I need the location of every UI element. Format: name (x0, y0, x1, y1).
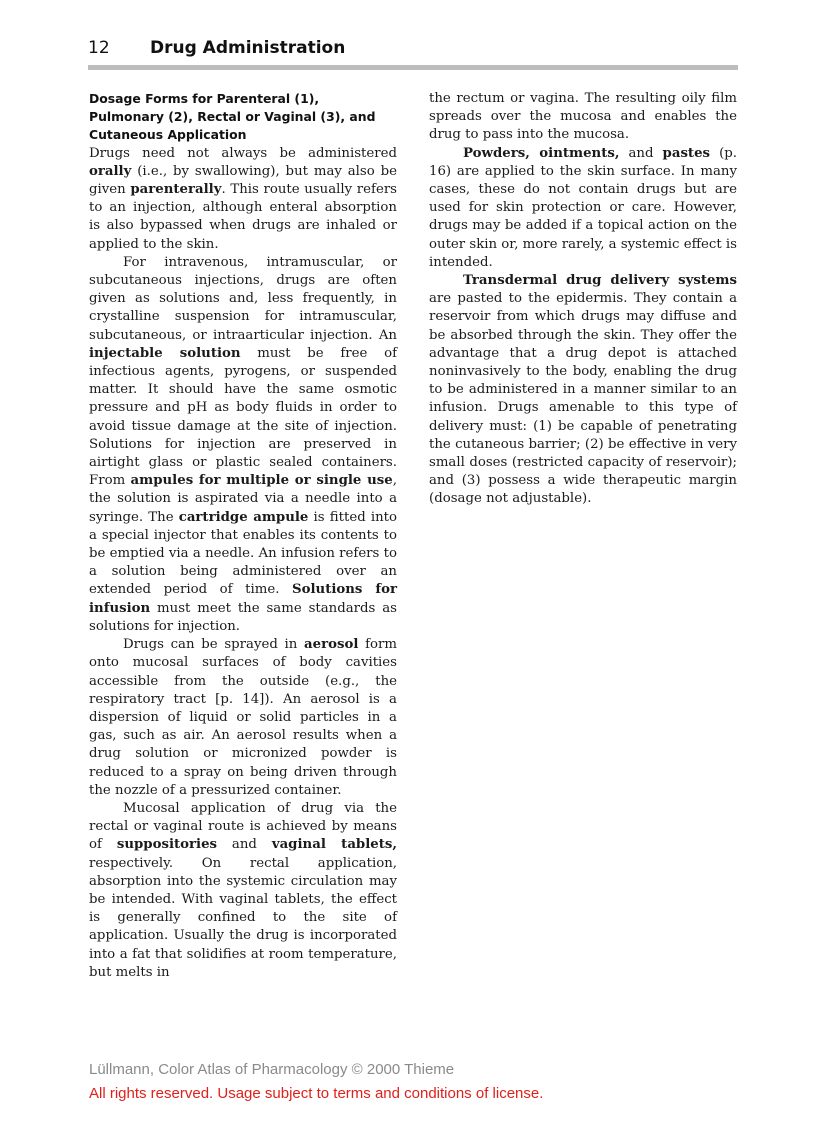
paragraph-continuation (429, 90, 737, 145)
running-title: Drug Administration (150, 38, 346, 58)
text-span: must be free of infectious agents, pyrogens, or suspended matter. It should have the same osmotic pressure and pH as body fluids in order to avoid tissue damage at the site of injection. Solutions for injection are preserved in airtight glass or plastic sealed containers. From (89, 345, 397, 489)
text-span: Drugs need not always be administered (89, 145, 397, 161)
term-solutions-for-infusion: Solutions for infusion (89, 582, 397, 616)
text-span: are pasted to the epidermis. They contain a reservoir from which drugs may diffuse and be absorbed through the skin. They offer the advantage that a drug depot is attached noninvasively to the body, enabling the drug to be administered in a manner similar to an infusion. Drugs amenable to this type of delivery must: (1) be capable of penetrating the cutaneous barrier; (2) be effective in very small doses (restricted capacity of reservoir); and (3) possess a wide therapeutic margin (dosage not adjustable). (429, 291, 737, 507)
text-span: For intravenous, intramuscular, or subcutaneous injections, drugs are often given as solutions and, less frequently, in crystalline suspension for intramuscular, subcutaneous, or intraarticular injection. An (89, 254, 397, 343)
paragraph-injections (89, 254, 397, 636)
section-heading: Dosage Forms for Parenteral (1), Pulmonary (2), Rectal or Vaginal (3), and Cutaneous Application (89, 91, 376, 143)
term-parenterally: parenterally (130, 182, 222, 198)
text-span: is fitted into a special injector that enables its contents to be emptied via a needle. An infusion refers to a solution being administered over an extended period of time. (89, 509, 398, 598)
term-powders-ointments: Powders, ointments, (463, 145, 620, 161)
text-span: , the solution is aspirated via a needle into a syringe. The (89, 473, 397, 525)
text-span: . This route usually refers to an injection, although enteral absorption is also bypassed when drugs are inhaled or applied to the skin. (89, 182, 398, 252)
term-suppositories: suppositories (116, 837, 218, 853)
text-span: (i.e., by swallowing), but may also be given (89, 163, 397, 198)
text-span: Drugs can be sprayed in (123, 637, 305, 653)
paragraph-mucosal (89, 800, 397, 982)
term-orally: orally (89, 163, 132, 179)
paragraph-aerosol (89, 636, 397, 800)
header-rule (88, 65, 738, 70)
text-span: and (619, 145, 663, 161)
text-span: and (217, 837, 272, 853)
term-transdermal-systems: Transdermal drug delivery systems (463, 273, 737, 289)
right-column (429, 90, 737, 509)
term-cartridge-ampule: cartridge ampule (178, 509, 309, 525)
text-span: the rectum or vagina. The resulting oily film spreads over the mucosa and enables the drug to pass into the mucosa. (429, 91, 737, 143)
copyright-credit: Lüllmann, Color Atlas of Pharmacology © 2000 Thieme (89, 1061, 455, 1078)
paragraph-skin-application (429, 145, 737, 272)
left-column (89, 90, 397, 982)
paragraph-administration-routes (89, 145, 397, 254)
term-pastes: pastes (662, 145, 711, 161)
text-span: (p. 16) are applied to the skin surface. In many cases, these do not contain drugs but are used for skin protection or care. However, drugs may be added if a topical action on the outer skin or, more rarely, a systemic effect is intended. (429, 145, 738, 270)
term-vaginal-tablets: vaginal tablets, (271, 837, 398, 853)
term-aerosol: aerosol (304, 637, 359, 653)
page-header (88, 38, 738, 72)
text-span: Mucosal application of drug via the rectal or vaginal route is achieved by means of (89, 800, 397, 853)
text-span: form onto mucosal surfaces of body cavities accessible from the outside (e.g., the respiratory tract [p. 14]). An aerosol is a dispersion of liquid or solid particles in a gas, such as air. An aerosol results when a drug solution or micronized powder is reduced to a spray on being driven through the nozzle of a pressurized container. (89, 637, 397, 798)
term-ampules: ampules for multiple or single use (130, 473, 393, 489)
text-span: respectively. On rectal application, absorption into the systemic circulation may be intended. With vaginal tablets, the effect is generally confined to the site of application. Usually the drug is incorporated into a fat that solidifies at room temperature, but melts in (89, 855, 397, 980)
term-injectable-solution: injectable solution (89, 345, 241, 361)
paragraph-transdermal (429, 272, 737, 509)
license-notice: All rights reserved. Usage subject to terms and conditions of license. (89, 1085, 544, 1102)
page-number: 12 (88, 38, 110, 58)
text-span: must meet the same standards as solutions for injection. (89, 600, 397, 634)
